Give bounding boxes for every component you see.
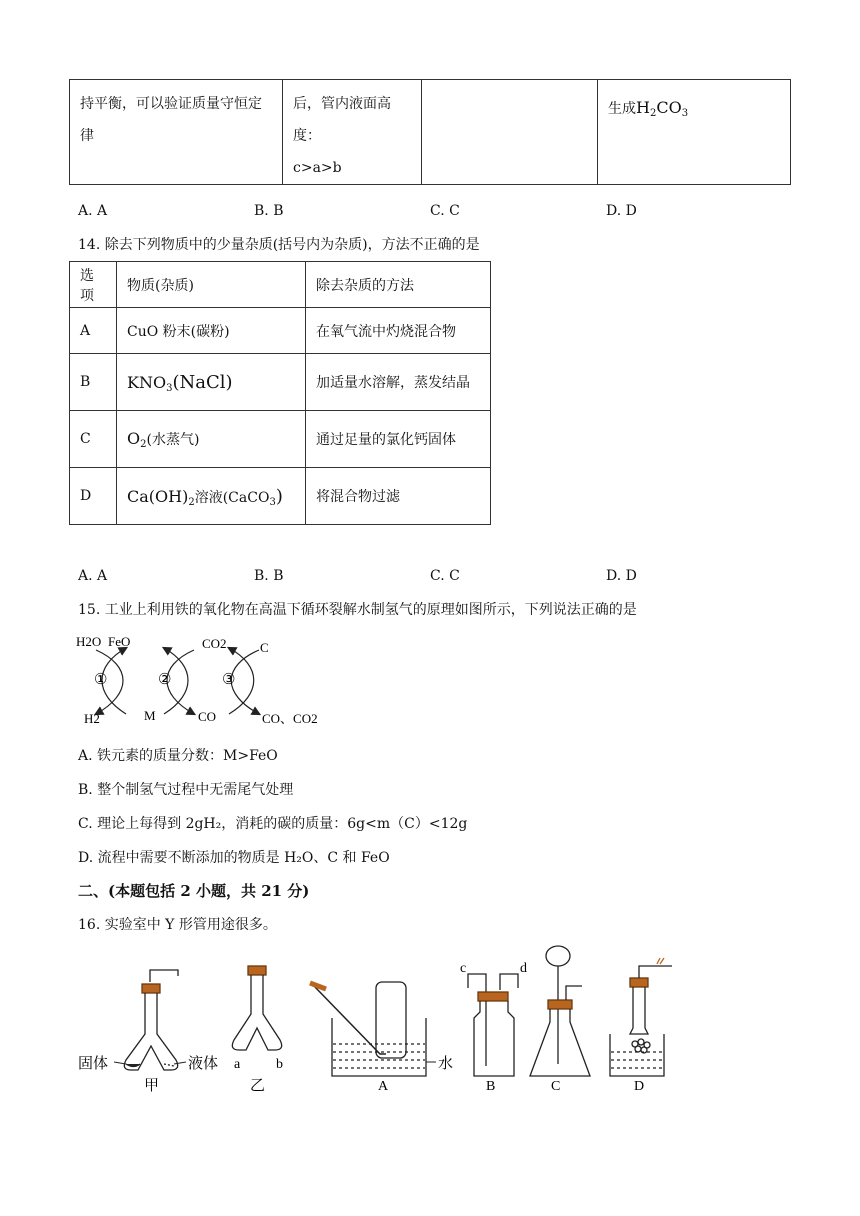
q14-header-substance: 物质(杂质) [117,262,306,308]
q13-cell-1-line2: 律 [80,128,94,144]
q14-row-a-substance: CuO 粉末(碳粉) [117,308,306,354]
q13-option-d[interactable]: D. D [606,203,637,219]
q13-option-a[interactable]: A. A [78,203,108,219]
h2o-label: H2O [76,634,102,649]
h2-label: H2 [84,711,100,726]
q14-row-b-substance: $KNO_3(NaCl)$ [117,354,306,411]
b-label: b [276,1057,283,1072]
q14-option-c[interactable]: C. C [430,568,460,584]
apparatus-d [610,958,672,1076]
q13-cell-2 [283,80,422,185]
yi-label: 乙 [250,1078,266,1094]
step1-label: ① [94,672,108,688]
q14-table [69,261,491,525]
q15-option-a[interactable]: A. 铁元素的质量分数：M>FeO [78,748,278,764]
q15-option-b[interactable]: B. 整个制氢气过程中无需尾气处理 [78,782,294,798]
q13-cell-2-line1: 后，管内液面高度： [293,96,391,144]
y-tube-jia [124,970,178,1070]
q14-row-d-option: D [70,468,117,525]
D-label: D [634,1079,645,1094]
d-port-label: d [520,961,527,976]
feo-label: FeO [108,634,131,649]
q15-option-c[interactable]: C. 理论上每得到 2gH₂，消耗的碳的质量：6g<m（C）<12g [78,816,468,832]
q14-row-d-method: 将混合物过滤 [306,468,491,525]
water-label: 水 [438,1056,454,1072]
liquid-label: 液体 [188,1056,219,1072]
q14-stem: 14. 除去下列物质中的少量杂质(括号内为杂质)，方法不正确的是 [78,237,480,253]
q14-row-c-option: C [70,411,117,468]
apparatus-a [310,982,426,1076]
q14-row-b-option: B [70,354,117,411]
apparatus-c [530,946,590,1076]
q13-cell-2-line2: c>a>b [293,160,342,176]
q14-row-c-method: 通过足量的氯化钙固体 [306,411,491,468]
c-port-label: c [460,961,467,976]
step2-label: ② [158,672,172,688]
co-co2-label: CO、CO2 [262,711,318,726]
q14-row-a-option: A [70,308,117,354]
solid-label: 固体 [78,1056,109,1072]
q13-cell-3 [422,80,598,185]
q14-header-method: 除去杂质的方法 [306,262,491,308]
A-label: A [378,1079,389,1094]
co2-top-label: CO2 [202,636,227,651]
c-top-label: C [260,640,269,655]
step3-label: ③ [222,672,236,688]
q13-options [78,201,782,221]
q14-option-b[interactable]: B. B [254,568,284,584]
q13-cell-1-line1: 持平衡，可以验证质量守恒定 [80,96,262,112]
q14-option-a[interactable]: A. A [78,568,108,584]
y-tube-yi [232,966,281,1050]
q14-option-d[interactable]: D. D [606,568,637,584]
C-label: C [551,1079,561,1094]
q13-cell-4: 生成$H_2CO_3$ [598,80,791,185]
q13-option-b[interactable]: B. B [254,203,284,219]
q14-row-a-method: 在氧气流中灼烧混合物 [306,308,491,354]
q14-options [78,566,782,586]
q16-stem: 16. 实验室中 Y 形管用途很多。 [78,917,277,933]
q14-header-option: 选项 [70,262,117,308]
m-label: M [144,708,156,723]
q15-option-d[interactable]: D. 流程中需要不断添加的物质是 H₂O、C 和 FeO [78,850,390,866]
B-label: B [486,1079,496,1094]
a-label: a [234,1057,241,1072]
q14-row-b-method: 加适量水溶解，蒸发结晶 [306,354,491,411]
q16-apparatus-figure [74,942,694,1100]
q15-stem: 15. 工业上利用铁的氧化物在高温下循环裂解水制氢气的原理如图所示，下列说法正确的是 [78,602,637,618]
q15-cycle-diagram [74,628,344,734]
q14-row-c-substance: $O_2$(水蒸气) [117,411,306,468]
q13-table-continuation [69,79,791,185]
q14-row-d-substance: $Ca(OH)_2$溶液(CaCO$_3$) [117,468,306,525]
q13-option-c[interactable]: C. C [430,203,460,219]
q13-cell-1 [70,80,283,185]
section-2-heading: 二、(本题包括 2 小题，共 21 分) [78,882,310,900]
jia-label: 甲 [144,1078,160,1094]
co-label: CO [198,709,217,724]
apparatus-b [468,974,518,1076]
